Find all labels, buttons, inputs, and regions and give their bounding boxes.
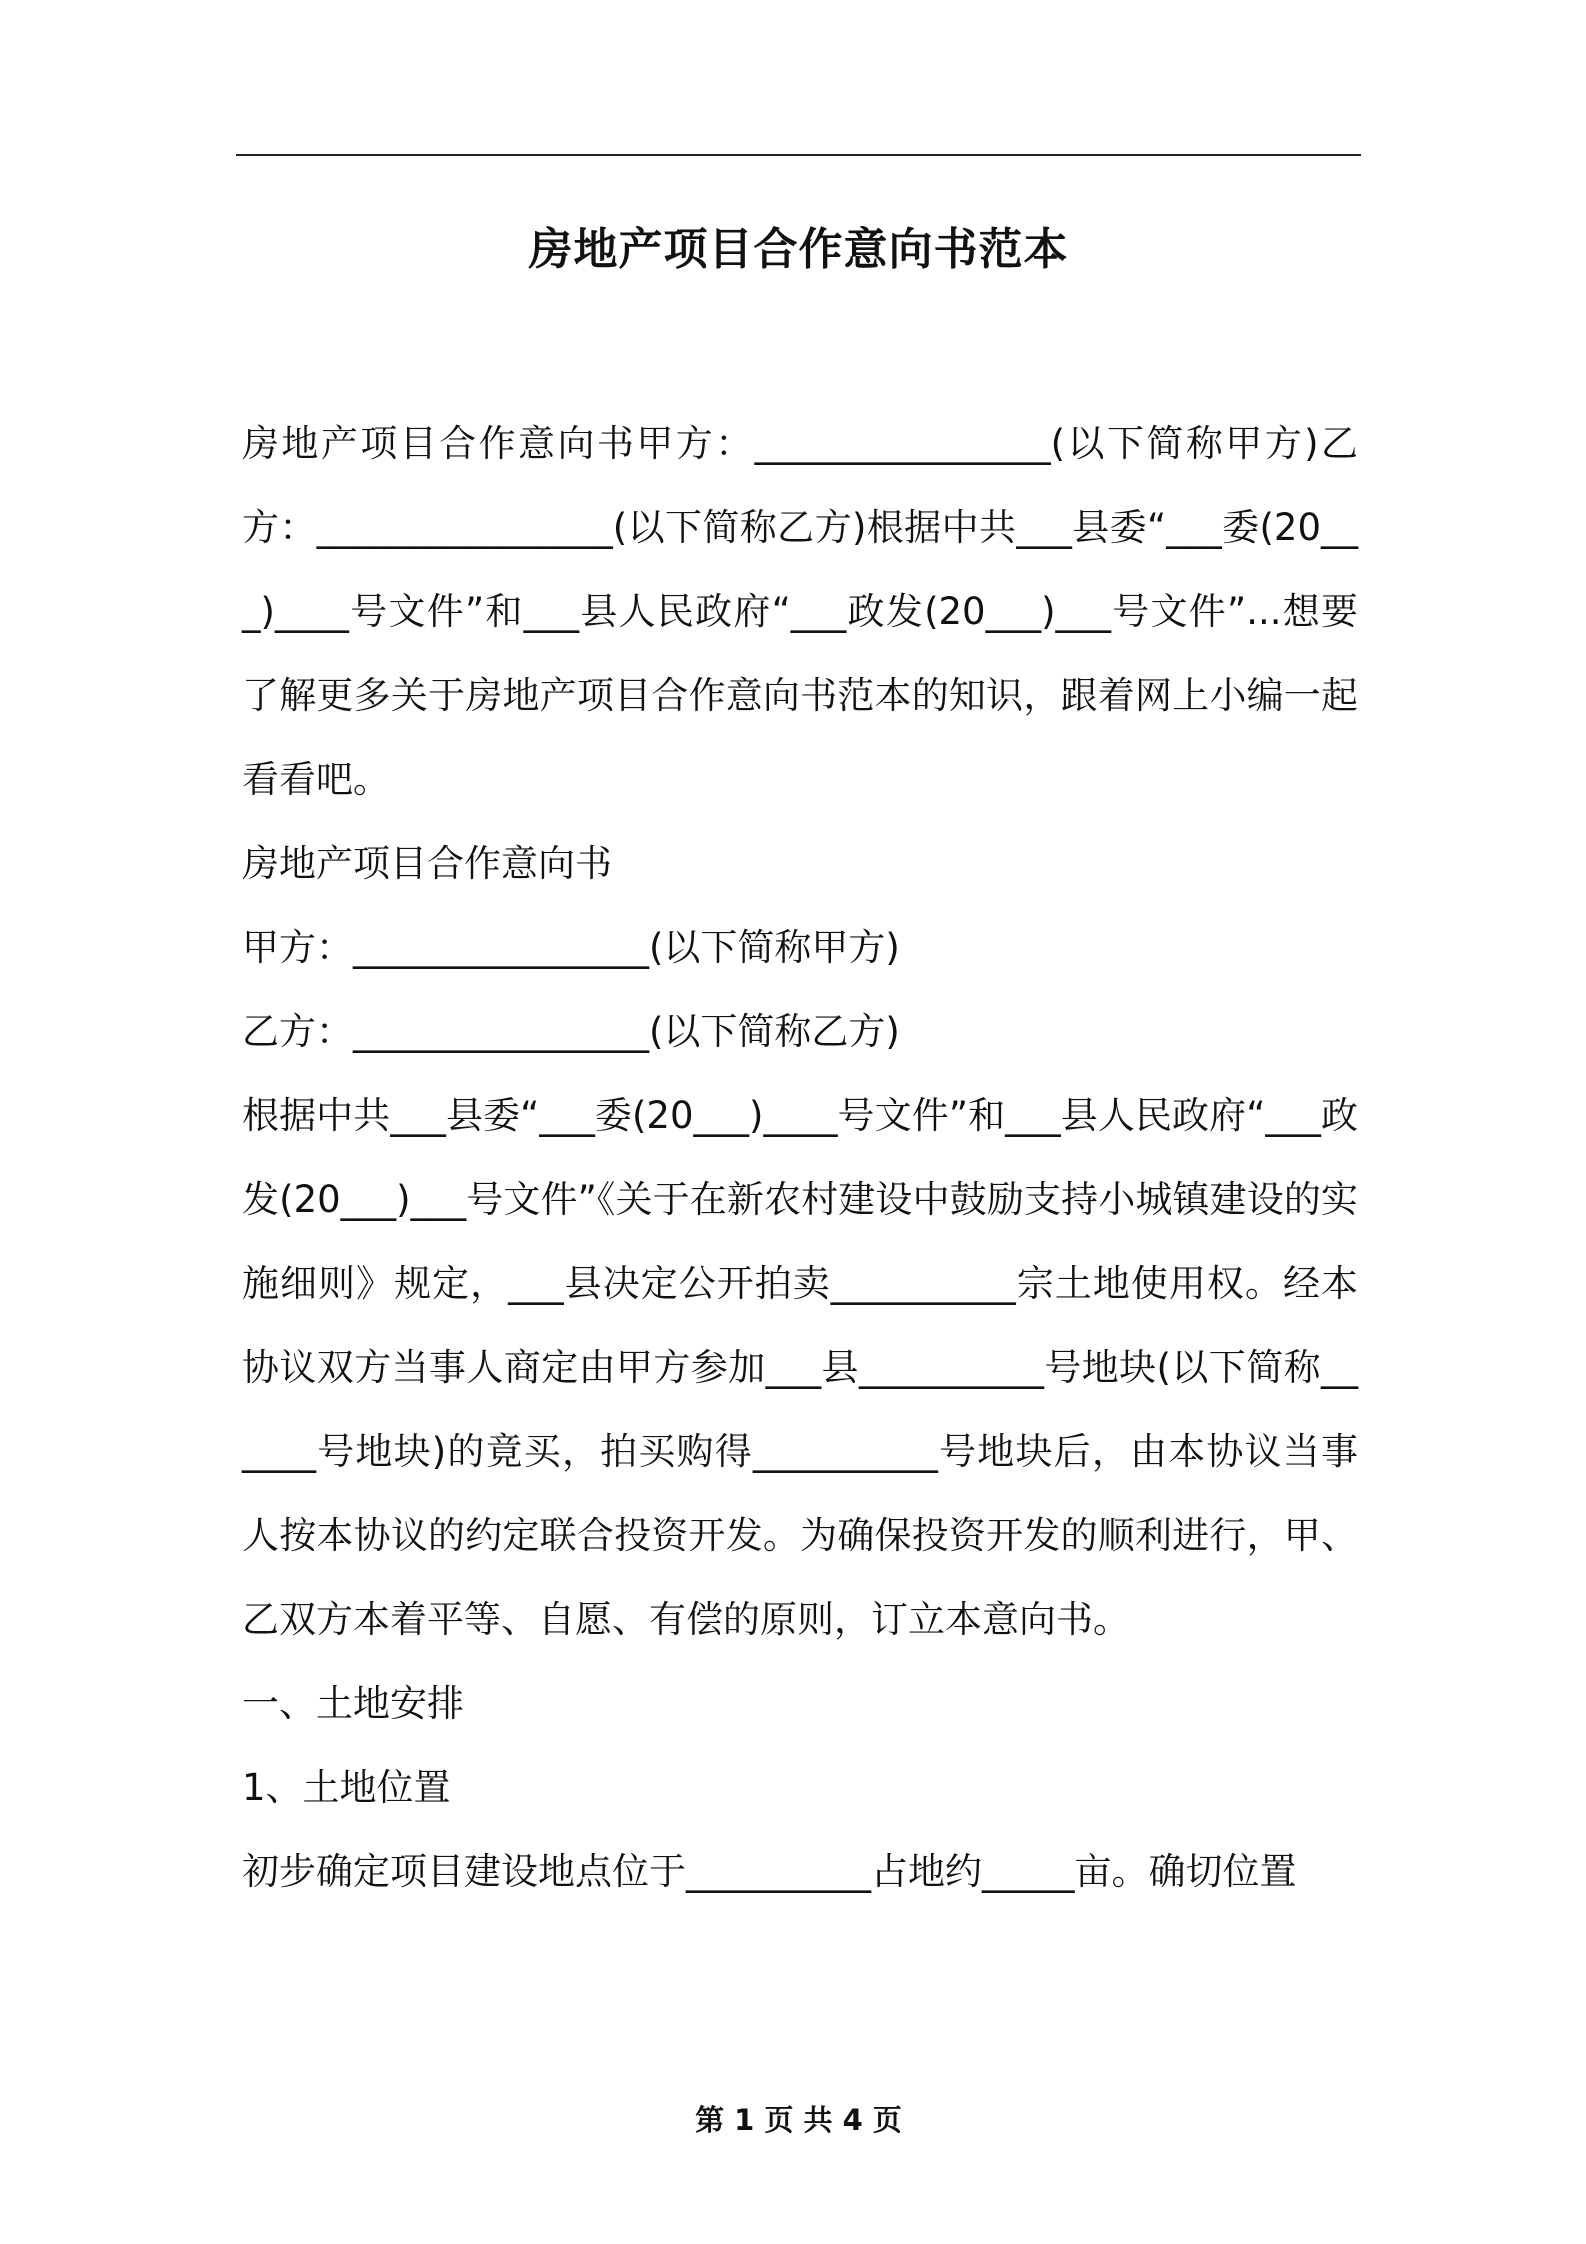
basis-paragraph: 根据中共___县委“___委(20___)____号文件”和___县人民政府“___政发(20___)___号文件”《关于在新农村建设中鼓励支持小城镇建设的实施细则》规定，___县决定公开拍卖__________宗土地使用权。经本协议双方当事人商定由甲方参加___县__________号地块(以下简称______号地块)的竟买，拍买购得__________号地块后，由本协议当事人按本协议的约定联合投资开发。为确保投资开发的顺利进行，甲、乙双方本着平等、自愿、有偿的原则，订立本意向书。 xyxy=(242,1094,1358,1641)
party-b-line: 乙方：________________(以下简称乙方) xyxy=(242,1010,900,1053)
document-title: 房地产项目合作意向书范本 xyxy=(528,224,1069,275)
page-number-footer: 第 1 页 共 4 页 xyxy=(695,2103,902,2137)
header-rule xyxy=(236,154,1361,156)
location-paragraph: 初步确定项目建设地点位于__________占地约_____亩。确切位置 xyxy=(242,1850,1297,1893)
agreement-heading: 房地产项目合作意向书 xyxy=(242,842,612,885)
subsection-heading-location: 1、土地位置 xyxy=(242,1766,451,1809)
intro-paragraph: 房地产项目合作意向书甲方：________________(以下简称甲方)乙方：________________(以下简称乙方)根据中共___县委“___委(20___)____号文件”和___县人民政府“___政发(20___)___号文件”...想要了解更多关于房地产项目合作意向书范本的知识，跟着网上小编一起看看吧。 xyxy=(242,422,1358,801)
section-heading-land: 一、土地安排 xyxy=(242,1682,464,1725)
document-body xyxy=(242,402,1358,1914)
party-a-line: 甲方：________________(以下简称甲方) xyxy=(242,926,900,969)
